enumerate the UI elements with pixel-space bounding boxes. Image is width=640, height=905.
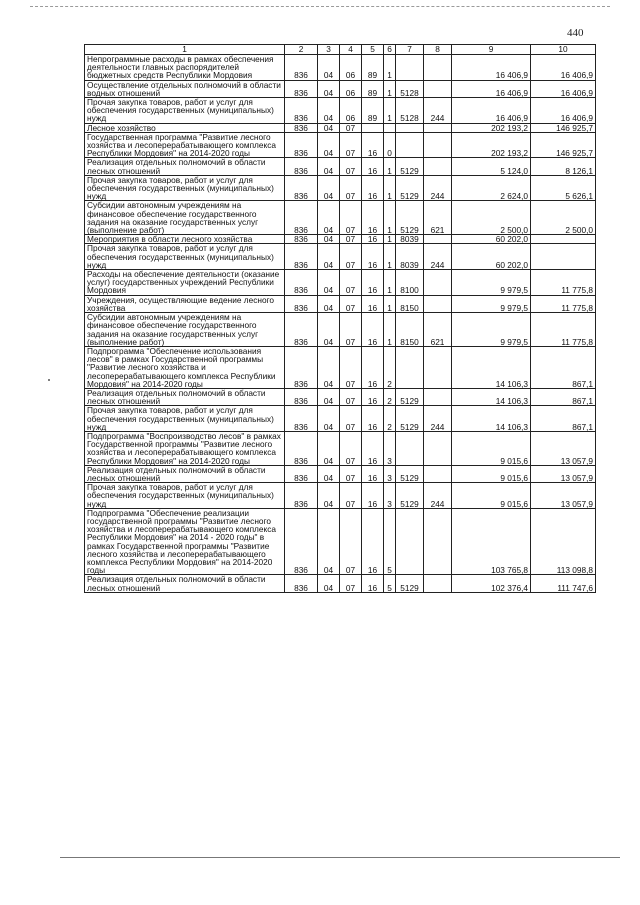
amount-cell: 8 126,1 (531, 158, 596, 175)
code-cell: 1 (384, 201, 396, 235)
amount-cell (531, 235, 596, 244)
code-cell: 04 (318, 388, 340, 405)
code-cell: 07 (340, 575, 362, 592)
code-cell: 244 (424, 98, 452, 124)
amount-cell: 16 406,9 (531, 98, 596, 124)
amount-cell: 60 202,0 (452, 244, 531, 270)
code-cell: 1 (384, 158, 396, 175)
column-header: 6 (384, 45, 396, 55)
amount-cell: 202 193,2 (452, 123, 531, 132)
code-cell: 04 (318, 244, 340, 270)
table-row (85, 270, 596, 296)
code-cell: 16 (362, 483, 384, 509)
code-cell: 16 (362, 431, 384, 465)
expense-name-cell: Подпрограмма "Обеспечение использования лесов" в рамках Государственной программы "Развитие лесного хозяйства и лесоперерабатывающего комплекса Республики Мордовия" на 2014-2020 годы (85, 346, 285, 388)
code-cell (424, 55, 452, 81)
amount-cell: 102 376,4 (452, 575, 531, 592)
code-cell: 836 (285, 132, 318, 158)
amount-cell: 14 106,3 (452, 388, 531, 405)
code-cell: 07 (340, 313, 362, 347)
amount-cell: 13 057,9 (531, 465, 596, 482)
code-cell (396, 508, 424, 575)
code-cell: 16 (362, 201, 384, 235)
code-cell: 5129 (396, 175, 424, 201)
column-header: 5 (362, 45, 384, 55)
amount-cell: 9 015,6 (452, 465, 531, 482)
code-cell: 3 (384, 431, 396, 465)
code-cell: 244 (424, 406, 452, 432)
table-row (85, 201, 596, 235)
table-row (85, 175, 596, 201)
amount-cell: 11 775,8 (531, 313, 596, 347)
code-cell (424, 295, 452, 312)
code-cell (362, 123, 384, 132)
amount-cell (531, 244, 596, 270)
expense-name-cell: Мероприятия в области лесного хозяйства (85, 235, 285, 244)
code-cell: 04 (318, 80, 340, 97)
expense-name-cell: Прочая закупка товаров, работ и услуг для обеспечения государственных (муниципальных) нужд (85, 244, 285, 270)
code-cell: 16 (362, 508, 384, 575)
code-cell: 07 (340, 123, 362, 132)
amount-cell: 13 057,9 (531, 431, 596, 465)
amount-cell: 867,1 (531, 388, 596, 405)
code-cell: 06 (340, 98, 362, 124)
amount-cell: 16 406,9 (452, 80, 531, 97)
table-header-row (85, 45, 596, 55)
code-cell (396, 123, 424, 132)
amount-cell: 113 098,8 (531, 508, 596, 575)
code-cell: 07 (340, 431, 362, 465)
page-number: 440 (567, 27, 584, 39)
code-cell: 5129 (396, 483, 424, 509)
code-cell: 1 (384, 80, 396, 97)
code-cell (396, 55, 424, 81)
code-cell (424, 235, 452, 244)
table-row (85, 158, 596, 175)
code-cell (424, 465, 452, 482)
code-cell (396, 346, 424, 388)
code-cell: 5 (384, 575, 396, 592)
table-row (85, 55, 596, 81)
code-cell (424, 346, 452, 388)
code-cell: 1 (384, 244, 396, 270)
code-cell: 1 (384, 313, 396, 347)
code-cell: 07 (340, 270, 362, 296)
amount-cell: 867,1 (531, 406, 596, 432)
code-cell: 836 (285, 235, 318, 244)
code-cell: 04 (318, 158, 340, 175)
code-cell: 1 (384, 270, 396, 296)
amount-cell: 2 624,0 (452, 175, 531, 201)
code-cell: 2 (384, 406, 396, 432)
table-row (85, 132, 596, 158)
code-cell: 5128 (396, 80, 424, 97)
code-cell: 836 (285, 270, 318, 296)
amount-cell: 16 406,9 (531, 80, 596, 97)
code-cell: 5128 (396, 98, 424, 124)
code-cell: 16 (362, 235, 384, 244)
code-cell: 16 (362, 244, 384, 270)
amount-cell: 5 124,0 (452, 158, 531, 175)
amount-cell: 14 106,3 (452, 406, 531, 432)
column-header: 8 (424, 45, 452, 55)
code-cell: 07 (340, 235, 362, 244)
code-cell: 8039 (396, 244, 424, 270)
amount-cell: 103 765,8 (452, 508, 531, 575)
code-cell: 16 (362, 158, 384, 175)
expense-name-cell: Реализация отдельных полномочий в области лесных отношений (85, 388, 285, 405)
code-cell: 04 (318, 295, 340, 312)
code-cell: 836 (285, 406, 318, 432)
code-cell: 1 (384, 98, 396, 124)
code-cell: 244 (424, 175, 452, 201)
table-row (85, 575, 596, 592)
expense-name-cell: Подпрограмма "Воспроизводство лесов" в рамках Государственной программы "Развитие лесного хозяйства и лесоперерабатывающего комплекса Республики Мордовия" на 2014-2020 годы (85, 431, 285, 465)
code-cell (424, 80, 452, 97)
code-cell: 07 (340, 244, 362, 270)
code-cell: 836 (285, 201, 318, 235)
expense-name-cell: Непрограммные расходы в рамках обеспечения деятельности главных распорядителей бюджетных средств Республики Мордовия (85, 55, 285, 81)
code-cell: 04 (318, 175, 340, 201)
amount-cell: 2 500,0 (452, 201, 531, 235)
amount-cell: 16 406,9 (452, 98, 531, 124)
code-cell: 04 (318, 123, 340, 132)
amount-cell: 11 775,8 (531, 270, 596, 296)
table-row (85, 465, 596, 482)
code-cell: 04 (318, 431, 340, 465)
code-cell (396, 431, 424, 465)
code-cell: 07 (340, 465, 362, 482)
table-row (85, 508, 596, 575)
table-row (85, 295, 596, 312)
table-row (85, 313, 596, 347)
code-cell: 07 (340, 158, 362, 175)
code-cell: 16 (362, 346, 384, 388)
code-cell: 836 (285, 313, 318, 347)
code-cell: 244 (424, 244, 452, 270)
expense-name-cell: Прочая закупка товаров, работ и услуг для обеспечения государственных (муниципальных) нужд (85, 406, 285, 432)
code-cell: 1 (384, 295, 396, 312)
code-cell: 5129 (396, 388, 424, 405)
code-cell: 836 (285, 575, 318, 592)
column-header: 7 (396, 45, 424, 55)
code-cell (424, 158, 452, 175)
amount-cell: 202 193,2 (452, 132, 531, 158)
code-cell: 5129 (396, 158, 424, 175)
expense-name-cell: Подпрограмма "Обеспечение реализации государственной программы "Развитие лесного хозяйства и лесоперерабатывающего комплекса Республики Мордовия" на 2014 - 2020 годы" в рамках Государственной программы "Развитие лесного хозяйства и лесоперерабатывающего комплекса Республики Мордовия" на 2014-2020 годы (85, 508, 285, 575)
code-cell: 04 (318, 201, 340, 235)
code-cell: 621 (424, 313, 452, 347)
expense-name-cell: Учреждения, осуществляющие ведение лесного хозяйства (85, 295, 285, 312)
amount-cell: 9 015,6 (452, 431, 531, 465)
expense-name-cell: Лесное хозяйство (85, 123, 285, 132)
code-cell: 16 (362, 388, 384, 405)
code-cell: 07 (340, 508, 362, 575)
expense-name-cell: Прочая закупка товаров, работ и услуг для обеспечения государственных (муниципальных) нужд (85, 175, 285, 201)
code-cell: 836 (285, 483, 318, 509)
table-row (85, 388, 596, 405)
expense-name-cell: Прочая закупка товаров, работ и услуг для обеспечения государственных (муниципальных) нужд (85, 483, 285, 509)
code-cell: 07 (340, 132, 362, 158)
code-cell: 3 (384, 483, 396, 509)
amount-cell: 9 015,6 (452, 483, 531, 509)
code-cell: 16 (362, 132, 384, 158)
code-cell: 5129 (396, 465, 424, 482)
code-cell: 04 (318, 313, 340, 347)
expense-name-cell: Реализация отдельных полномочий в области лесных отношений (85, 158, 285, 175)
code-cell: 89 (362, 55, 384, 81)
code-cell (424, 123, 452, 132)
column-header: 2 (285, 45, 318, 55)
code-cell: 836 (285, 388, 318, 405)
code-cell: 836 (285, 346, 318, 388)
code-cell: 836 (285, 508, 318, 575)
amount-cell: 14 106,3 (452, 346, 531, 388)
code-cell: 89 (362, 98, 384, 124)
amount-cell: 5 626,1 (531, 175, 596, 201)
code-cell: 04 (318, 406, 340, 432)
code-cell: 16 (362, 465, 384, 482)
code-cell: 836 (285, 80, 318, 97)
amount-cell: 111 747,6 (531, 575, 596, 592)
code-cell: 244 (424, 483, 452, 509)
bottom-edge-line (60, 857, 620, 858)
code-cell (424, 270, 452, 296)
table-row (85, 483, 596, 509)
code-cell: 06 (340, 55, 362, 81)
code-cell: 07 (340, 406, 362, 432)
amount-cell: 16 406,9 (531, 55, 596, 81)
margin-mark (48, 379, 50, 381)
code-cell: 8150 (396, 313, 424, 347)
expense-name-cell: Реализация отдельных полномочий в области лесных отношений (85, 465, 285, 482)
code-cell: 3 (384, 465, 396, 482)
amount-cell: 60 202,0 (452, 235, 531, 244)
table-row (85, 431, 596, 465)
code-cell: 04 (318, 132, 340, 158)
code-cell: 8150 (396, 295, 424, 312)
code-cell: 836 (285, 123, 318, 132)
code-cell: 5129 (396, 406, 424, 432)
code-cell (424, 508, 452, 575)
code-cell: 621 (424, 201, 452, 235)
code-cell: 836 (285, 175, 318, 201)
expense-name-cell: Расходы на обеспечение деятельности (оказание услуг) государственных учреждений Республики Мордовия (85, 270, 285, 296)
amount-cell: 13 057,9 (531, 483, 596, 509)
code-cell: 2 (384, 388, 396, 405)
code-cell: 16 (362, 406, 384, 432)
amount-cell: 2 500,0 (531, 201, 596, 235)
amount-cell: 146 925,7 (531, 132, 596, 158)
expense-name-cell: Осуществление отдельных полномочий в области водных отношений (85, 80, 285, 97)
budget-table (84, 44, 596, 593)
code-cell (424, 132, 452, 158)
amount-cell: 146 925,7 (531, 123, 596, 132)
expense-name-cell: Государственная программа "Развитие лесного хозяйства и лесоперерабатывающего комплекса Республики Мордовия" на 2014-2020 годы (85, 132, 285, 158)
code-cell: 16 (362, 313, 384, 347)
amount-cell: 9 979,5 (452, 295, 531, 312)
expense-name-cell: Реализация отдельных полномочий в области лесных отношений (85, 575, 285, 592)
code-cell: 04 (318, 346, 340, 388)
code-cell: 836 (285, 98, 318, 124)
table-row (85, 98, 596, 124)
expense-name-cell: Субсидии автономным учреждениям на финансовое обеспечение государственного задания на оказание государственных услуг (выполнение работ) (85, 313, 285, 347)
code-cell: 16 (362, 175, 384, 201)
code-cell: 8039 (396, 235, 424, 244)
column-header: 9 (452, 45, 531, 55)
code-cell: 836 (285, 158, 318, 175)
code-cell: 836 (285, 465, 318, 482)
code-cell: 836 (285, 55, 318, 81)
code-cell: 07 (340, 201, 362, 235)
table-row (85, 80, 596, 97)
code-cell: 04 (318, 98, 340, 124)
code-cell: 04 (318, 235, 340, 244)
code-cell: 836 (285, 295, 318, 312)
code-cell: 89 (362, 80, 384, 97)
amount-cell: 867,1 (531, 346, 596, 388)
code-cell (424, 388, 452, 405)
code-cell: 07 (340, 388, 362, 405)
column-header: 4 (340, 45, 362, 55)
code-cell: 1 (384, 175, 396, 201)
code-cell: 07 (340, 295, 362, 312)
table-row (85, 406, 596, 432)
code-cell: 0 (384, 132, 396, 158)
code-cell: 04 (318, 270, 340, 296)
code-cell: 1 (384, 55, 396, 81)
table-row (85, 123, 596, 132)
code-cell: 07 (340, 175, 362, 201)
code-cell: 16 (362, 575, 384, 592)
expense-name-cell: Прочая закупка товаров, работ и услуг для обеспечения государственных (муниципальных) нужд (85, 98, 285, 124)
code-cell: 836 (285, 431, 318, 465)
code-cell: 04 (318, 575, 340, 592)
code-cell: 07 (340, 346, 362, 388)
table-body (85, 55, 596, 593)
column-header: 3 (318, 45, 340, 55)
amount-cell: 9 979,5 (452, 270, 531, 296)
code-cell: 836 (285, 244, 318, 270)
code-cell (384, 123, 396, 132)
code-cell: 2 (384, 346, 396, 388)
code-cell (424, 431, 452, 465)
code-cell: 04 (318, 483, 340, 509)
code-cell: 5 (384, 508, 396, 575)
expense-name-cell: Субсидии автономным учреждениям на финансовое обеспечение государственного задания на оказание государственных услуг (выполнение работ) (85, 201, 285, 235)
code-cell: 06 (340, 80, 362, 97)
amount-cell: 11 775,8 (531, 295, 596, 312)
table-row (85, 346, 596, 388)
amount-cell: 16 406,9 (452, 55, 531, 81)
code-cell: 07 (340, 483, 362, 509)
code-cell: 8100 (396, 270, 424, 296)
top-edge-line (30, 6, 610, 7)
code-cell: 04 (318, 465, 340, 482)
code-cell: 1 (384, 235, 396, 244)
column-header: 10 (531, 45, 596, 55)
code-cell: 5129 (396, 575, 424, 592)
table-row (85, 244, 596, 270)
code-cell: 16 (362, 295, 384, 312)
code-cell (396, 132, 424, 158)
code-cell: 5129 (396, 201, 424, 235)
code-cell (424, 575, 452, 592)
amount-cell: 9 979,5 (452, 313, 531, 347)
code-cell: 16 (362, 270, 384, 296)
column-header: 1 (85, 45, 285, 55)
code-cell: 04 (318, 508, 340, 575)
code-cell: 04 (318, 55, 340, 81)
